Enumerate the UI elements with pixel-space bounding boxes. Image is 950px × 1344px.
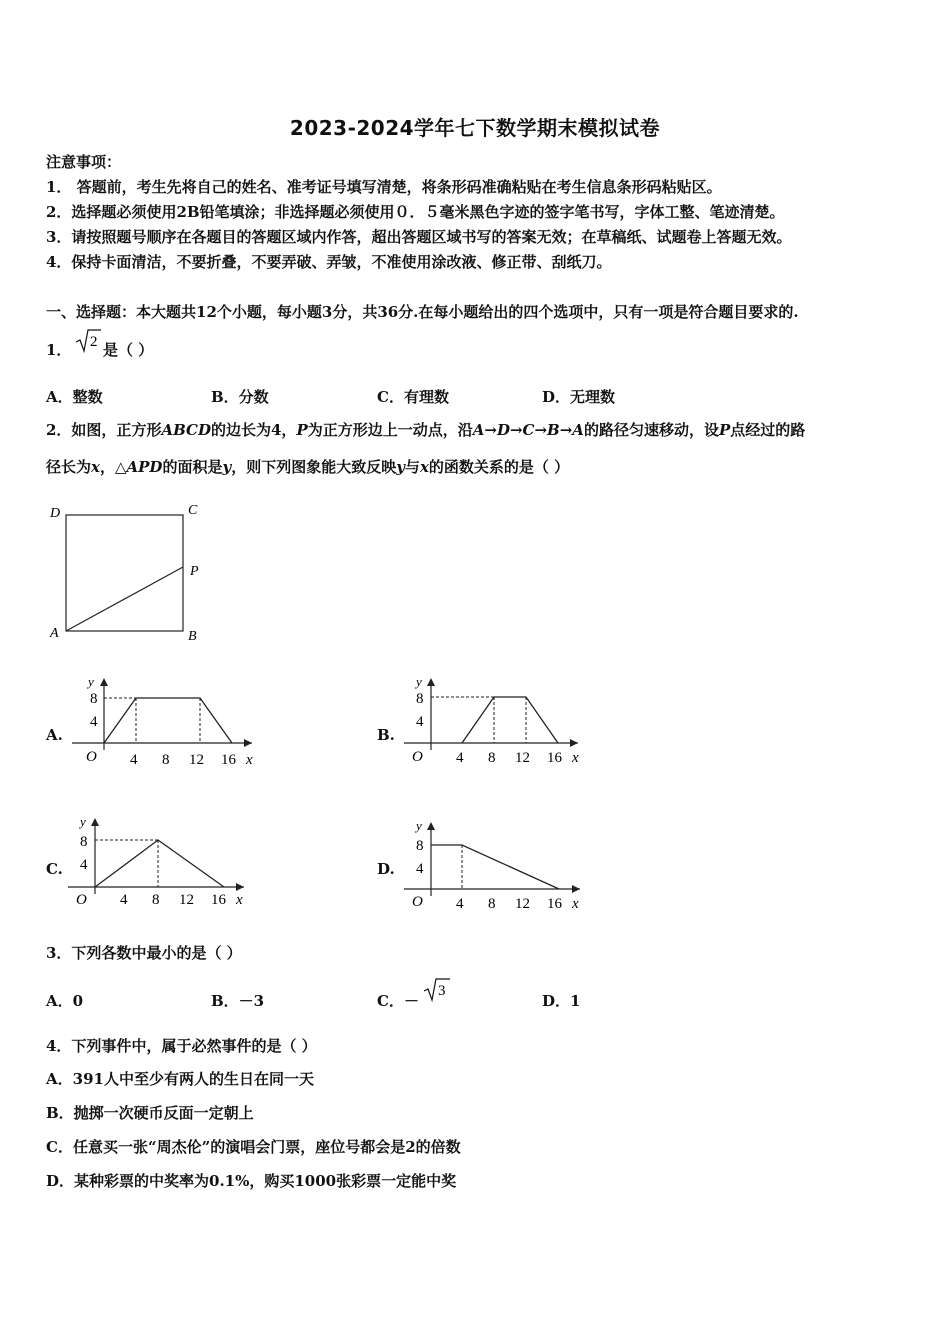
- svg-text:4: 4: [120, 892, 128, 908]
- svg-text:4: 4: [456, 896, 464, 912]
- q3-option-c: C．－: [377, 992, 419, 1010]
- q4-stem: 4．下列事件中，属于必然事件的是（ ）: [46, 1037, 317, 1055]
- svg-text:16: 16: [547, 896, 562, 912]
- svg-text:4: 4: [416, 861, 424, 877]
- q1-number: 1．: [46, 341, 72, 359]
- svg-text:4: 4: [416, 714, 424, 730]
- svg-text:12: 12: [515, 896, 530, 912]
- q2-square-figure: [40, 500, 220, 650]
- svg-text:y: y: [416, 818, 422, 833]
- label-p: P: [190, 564, 199, 579]
- svg-text:O: O: [412, 894, 423, 910]
- q2-stem-line1: 2．如图，正方形ABCD的边长为4，P为正方形边上一动点，沿A→D→C→B→A的路径匀速移动，设P点经过的路: [46, 421, 806, 439]
- q3-sqrt-symbol: [422, 975, 452, 1003]
- label-c: C: [188, 503, 198, 518]
- graph-option-a: [72, 672, 272, 772]
- svg-text:12: 12: [515, 750, 530, 766]
- q4-option-c: C．任意买一张“周杰伦”的演唱会门票，座位号都会是2的倍数: [46, 1138, 461, 1156]
- svg-text:x: x: [572, 896, 579, 912]
- svg-text:12: 12: [189, 752, 204, 768]
- q1-option-d: D．无理数: [542, 388, 616, 406]
- svg-text:16: 16: [547, 750, 562, 766]
- svg-text:16: 16: [211, 892, 226, 908]
- section-heading: 一、选择题：本大题共12个小题，每小题3分，共36分.在每小题给出的四个选项中，只有一项是符合题目要求的.: [46, 303, 799, 321]
- svg-text:8: 8: [90, 691, 98, 707]
- q3-stem: 3．下列各数中最小的是（ ）: [46, 944, 242, 962]
- svg-text:x: x: [246, 752, 253, 768]
- q1-option-a: A．整数: [46, 388, 103, 406]
- svg-text:8: 8: [488, 750, 496, 766]
- notice-item: 2．选择题必须使用2B铅笔填涂；非选择题必须使用０．５毫米黑色字迹的签字笔书写，字体工整、笔迹清楚。: [46, 203, 785, 221]
- svg-text:4: 4: [456, 750, 464, 766]
- graph-option-c-letter: C.: [46, 860, 63, 878]
- svg-text:y: y: [416, 674, 422, 689]
- svg-text:8: 8: [416, 838, 424, 854]
- svg-text:12: 12: [179, 892, 194, 908]
- q1-sqrt-symbol: [74, 326, 102, 354]
- q4-option-d: D．某种彩票的中奖率为0.1%，购买1000张彩票一定能中奖: [46, 1172, 457, 1190]
- q3-option-a: A．0: [46, 992, 84, 1010]
- q3-option-b: B．－3: [211, 992, 265, 1010]
- label-d: D: [50, 506, 61, 521]
- svg-text:8: 8: [416, 691, 424, 707]
- svg-text:y: y: [88, 674, 94, 689]
- svg-text:8: 8: [152, 892, 160, 908]
- svg-text:O: O: [76, 892, 87, 908]
- notice-item: 3．请按照题号顺序在各题目的答题区域内作答，超出答题区域书写的答案无效；在草稿纸、试题卷上答题无效。: [46, 228, 792, 246]
- svg-text:4: 4: [80, 857, 88, 873]
- notice-item: 4．保持卡面清洁，不要折叠，不要弄破、弄皱，不准使用涂改液、修正带、刮纸刀。: [46, 253, 612, 271]
- svg-text:x: x: [572, 750, 579, 766]
- graph-option-c: [68, 812, 268, 912]
- svg-text:8: 8: [80, 834, 88, 850]
- q4-option-b: B．抛掷一次硬币反面一定朝上: [46, 1104, 254, 1122]
- q1-option-c: C．有理数: [377, 388, 449, 406]
- graph-option-b: [404, 672, 604, 772]
- q3-option-d: D．1: [542, 992, 581, 1010]
- q3-radicand: 3: [438, 983, 446, 999]
- svg-text:O: O: [86, 749, 97, 765]
- notice-heading: 注意事项：: [46, 153, 122, 171]
- notice-item: 1． 答题前，考生先将自己的姓名、准考证号填写清楚，将条形码准确粘贴在考生信息条形码粘贴区。: [46, 178, 722, 196]
- graph-option-a-letter: A.: [46, 726, 63, 744]
- q4-option-a: A．391人中至少有两人的生日在同一天: [46, 1070, 314, 1088]
- graph-option-d-letter: D.: [377, 860, 395, 878]
- page-title: 2023-2024学年七下数学期末模拟试卷: [289, 116, 661, 140]
- q1-radicand: 2: [90, 334, 98, 350]
- graph-option-b-letter: B.: [377, 726, 395, 744]
- label-b: B: [188, 629, 197, 644]
- q1-tail: 是（ ）: [103, 341, 154, 359]
- svg-text:4: 4: [130, 752, 138, 768]
- q1-option-b: B．分数: [211, 388, 269, 406]
- svg-text:4: 4: [90, 714, 98, 730]
- graph-option-d: [404, 816, 604, 916]
- svg-text:16: 16: [221, 752, 236, 768]
- svg-text:O: O: [412, 749, 423, 765]
- svg-text:8: 8: [488, 896, 496, 912]
- svg-text:8: 8: [162, 752, 170, 768]
- label-a: A: [50, 626, 59, 641]
- svg-text:x: x: [236, 892, 243, 908]
- svg-text:y: y: [80, 814, 86, 829]
- q2-stem-line2: 径长为x，△APD的面积是y，则下列图象能大致反映y与x的函数关系的是（ ）: [46, 458, 570, 476]
